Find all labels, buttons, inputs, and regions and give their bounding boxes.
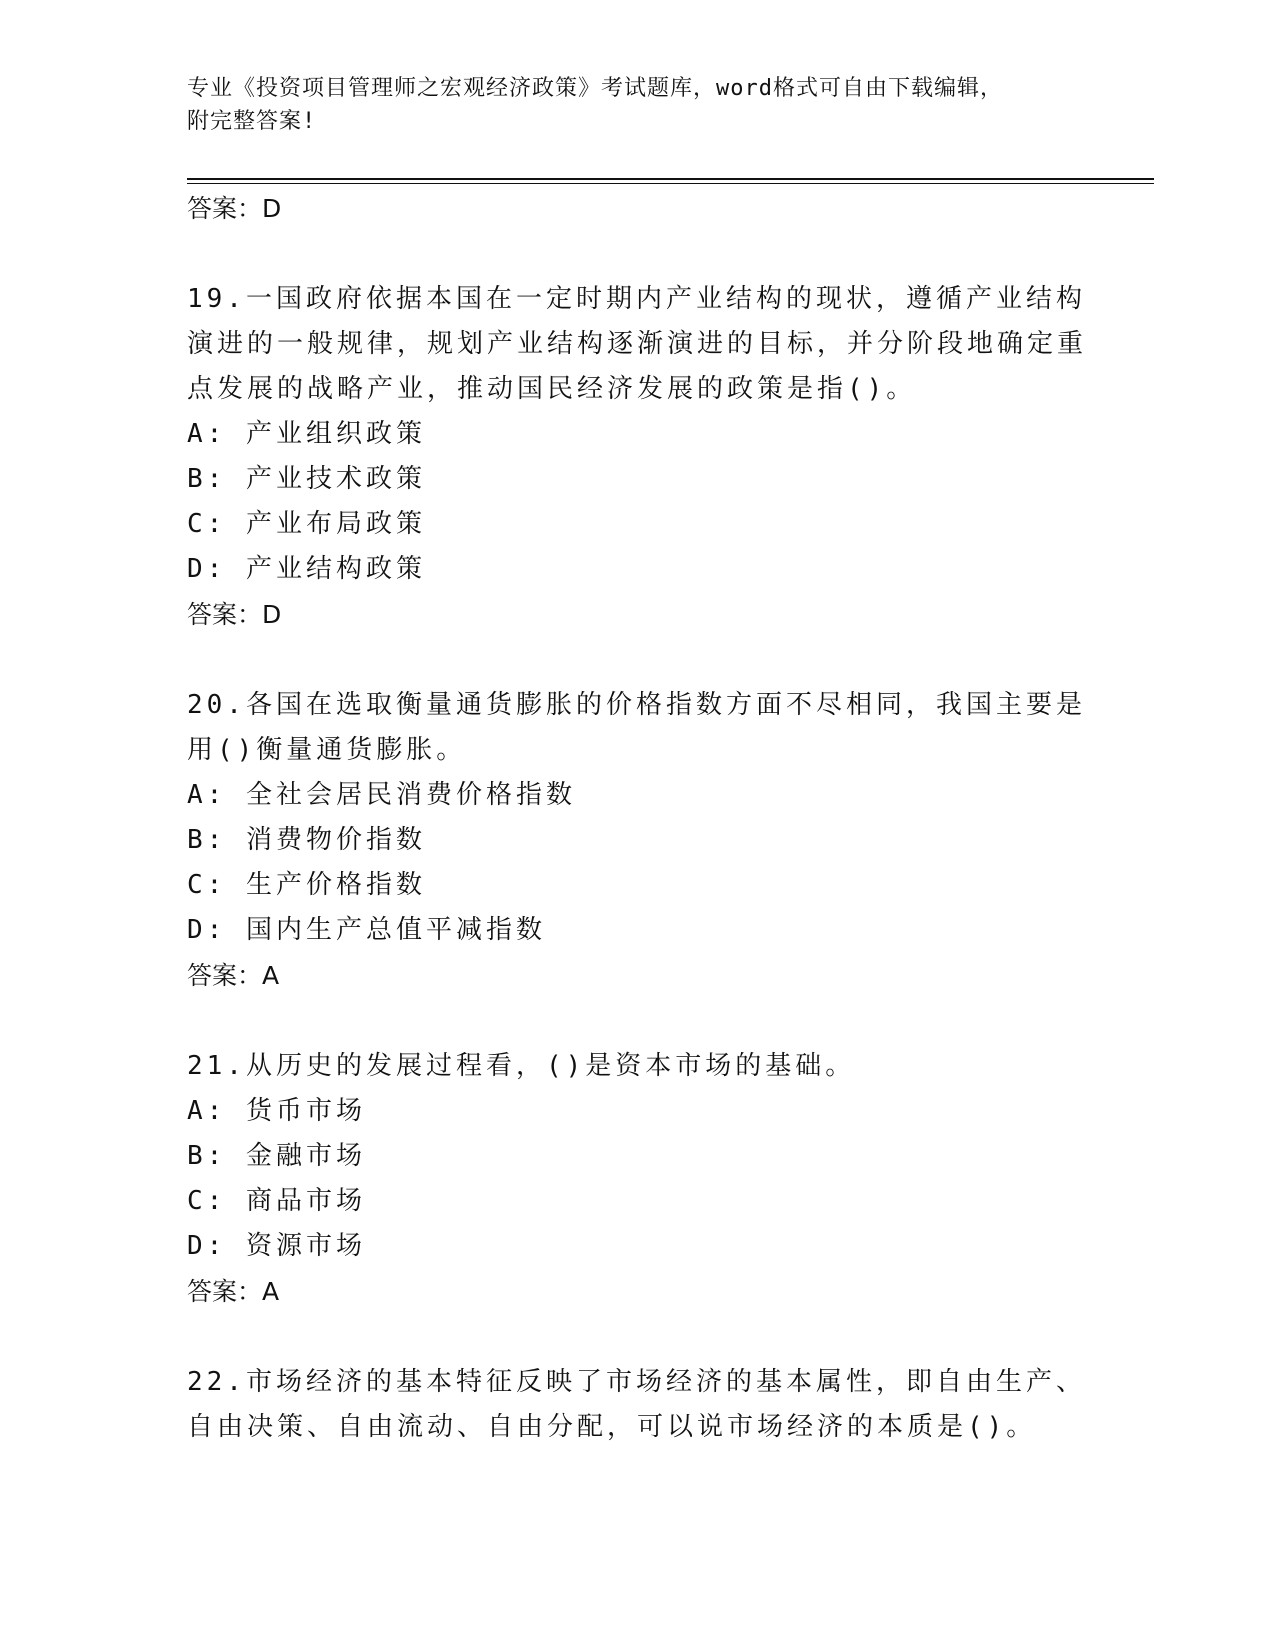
option-a: A: 产业组织政策 (187, 419, 426, 449)
option-a: A: 全社会居民消费价格指数 (187, 780, 576, 810)
option-b: B: 产业技术政策 (187, 464, 426, 494)
spacer (187, 1314, 1087, 1360)
answer-line: 答案：D (187, 600, 282, 629)
question-21 (187, 1044, 1087, 1314)
header-divider-thin (187, 183, 1154, 184)
option-a: A: 货币市场 (187, 1096, 366, 1126)
option-b: B: 消费物价指数 (187, 825, 426, 855)
option-d: D: 国内生产总值平减指数 (187, 915, 546, 945)
question-19 (187, 277, 1087, 637)
question-list (187, 186, 1087, 1450)
question-stem: 20.各国在选取衡量通货膨胀的价格指数方面不尽相同，我国主要是用()衡量通货膨胀。 (187, 690, 1086, 765)
header-line-2: 附完整答案! (187, 109, 317, 134)
spacer (187, 637, 1087, 683)
question-20 (187, 683, 1087, 998)
question-22 (187, 1360, 1087, 1450)
option-b: B: 金融市场 (187, 1141, 366, 1171)
option-d: D: 产业结构政策 (187, 554, 426, 584)
answer-line: 答案：A (187, 1277, 280, 1306)
answer-line: 答案：D (187, 194, 282, 223)
document-header (187, 72, 1087, 138)
header-line-1: 专业《投资项目管理师之宏观经济政策》考试题库，word格式可自由下载编辑， (187, 76, 1003, 101)
header-divider-thick (187, 178, 1154, 180)
question-stem: 21.从历史的发展过程看，()是资本市场的基础。 (187, 1051, 856, 1081)
option-c: C: 生产价格指数 (187, 870, 426, 900)
question-stem: 22.市场经济的基本特征反映了市场经济的基本属性，即自由生产、自由决策、自由流动、自由分配，可以说市场经济的本质是()。 (187, 1367, 1086, 1442)
question-stem: 19.一国政府依据本国在一定时期内产业结构的现状，遵循产业结构演进的一般规律，规划产业结构逐渐演进的目标，并分阶段地确定重点发展的战略产业，推动国民经济发展的政策是指()。 (187, 284, 1088, 404)
option-c: C: 商品市场 (187, 1186, 366, 1216)
option-c: C: 产业布局政策 (187, 509, 426, 539)
answer-line: 答案：A (187, 961, 280, 990)
spacer (187, 231, 1087, 277)
option-d: D: 资源市场 (187, 1231, 366, 1261)
spacer (187, 998, 1087, 1044)
